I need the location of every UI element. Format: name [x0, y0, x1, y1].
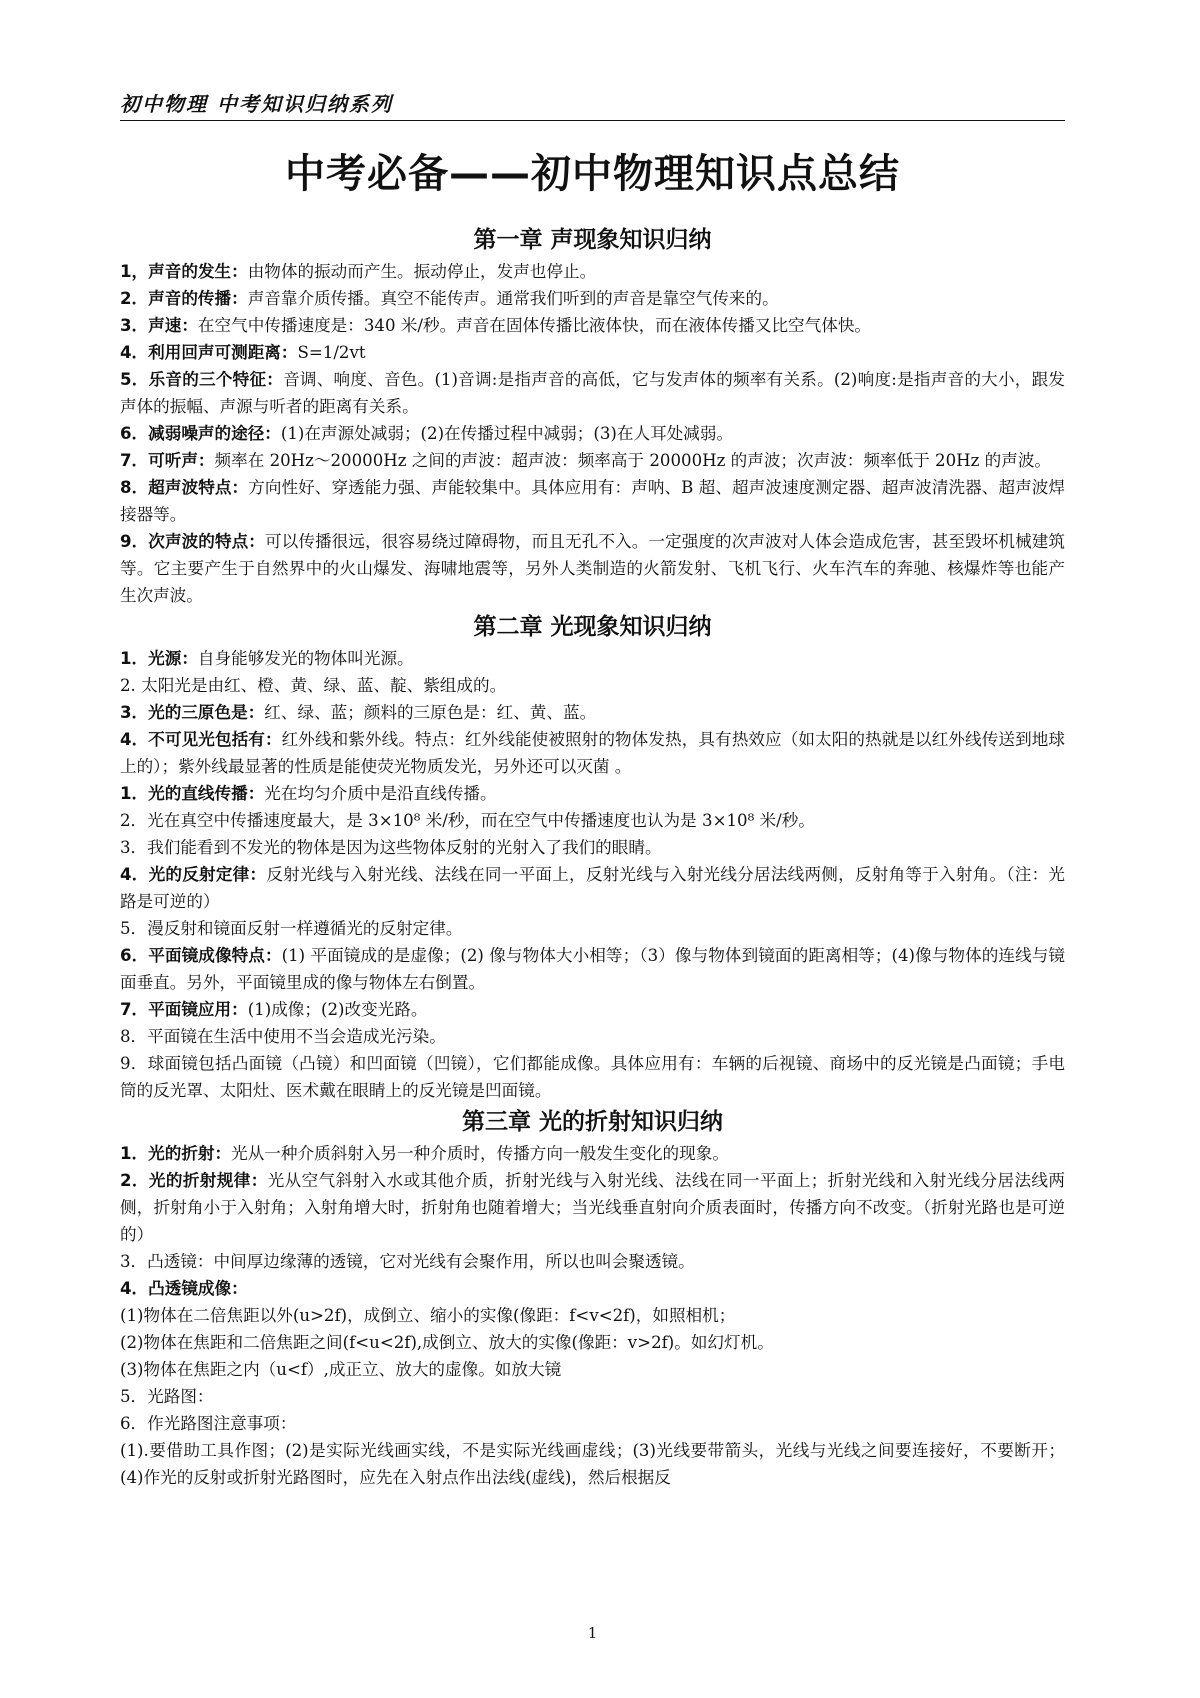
- knowledge-item: [120, 861, 1065, 915]
- item-label: 4．光的反射定律：: [120, 865, 267, 884]
- knowledge-item: [120, 1140, 1065, 1167]
- item-text: 反射光线与入射光线、法线在同一平面上，反射光线与入射光线分居法线两侧，反射角等于入射角。（注：光路是可逆的）: [120, 865, 1066, 911]
- item-text: (1) 平面镜成的是虚像；(2) 像与物体大小相等；（3）像与物体到镜面的距离相等；(4)像与物体的连线与镜面垂直。另外，平面镜里成的像与物体左右倒置。: [120, 946, 1066, 992]
- item-text: 球面镜包括凸面镜（凸镜）和凹面镜（凹镜），它们都能成像。具体应用有：车辆的后视镜、商场中的反光镜是凸面镜；手电筒的反光罩、太阳灶、医术戴在眼睛上的反光镜是凹面镜。: [120, 1054, 1065, 1100]
- item-text: 频率在 20Hz～20000Hz 之间的声波：超声波：频率高于 20000Hz 的声波；次声波：频率低于 20Hz 的声波。: [214, 451, 1052, 470]
- item-text: (1).要借助工具作图；(2)是实际光线画实线，不是实际光线画虚线；(3)光线要带箭头，光线与光线之间要连接好，不要断开；(4)作光的反射或折射光路图时，应先在入射点作出法线(虚线)，然后根据反: [120, 1441, 1065, 1487]
- item-label: 9．次声波的特点：: [120, 532, 265, 551]
- knowledge-item: [120, 996, 1065, 1023]
- chapter-title: 第三章 光的折射知识归纳: [461, 1109, 723, 1135]
- chapter-title: 第一章 声现象知识归纳: [473, 227, 712, 253]
- item-label: 3．: [120, 1252, 148, 1271]
- item-text: 红外线和紫外线。特点：红外线能使被照射的物体发热，具有热效应（如太阳的热就是以红外线传送到地球上的）；紫外线最显著的性质是能使荧光物质发光，另外还可以灭菌 。: [120, 730, 1065, 776]
- item-text: 自身能够发光的物体叫光源。: [197, 649, 414, 668]
- item-label: 3．光的三原色是：: [120, 703, 265, 722]
- item-label: 8．超声波特点：: [120, 478, 249, 497]
- knowledge-item: [120, 1248, 1065, 1275]
- item-label: 9．: [120, 1054, 148, 1073]
- item-text: (1)成像；(2)改变光路。: [247, 1000, 428, 1019]
- item-text: 光在均匀介质中是沿直线传播。: [264, 784, 497, 803]
- item-label: 5．乐音的三个特征：: [120, 370, 284, 389]
- knowledge-item: [120, 807, 1065, 834]
- item-label: 2．: [120, 811, 148, 830]
- item-label: 3．声速：: [120, 316, 198, 335]
- item-label: 4．凸透镜成像：: [120, 1279, 248, 1298]
- knowledge-item: [120, 339, 1065, 366]
- item-text: 作光路图注意事项：: [147, 1414, 297, 1433]
- knowledge-item: [120, 1410, 1065, 1437]
- item-label: 5．: [120, 919, 148, 938]
- item-label: 6．减弱噪声的途径：: [120, 424, 281, 443]
- item-text: (2)物体在焦距和二倍焦距之间(f<u<2f),成倒立、放大的实像(像距：v>2f)。如幻灯机。: [120, 1333, 774, 1352]
- item-label: 6．平面镜成像特点：: [120, 946, 282, 965]
- document-body: [120, 222, 1065, 1491]
- item-text: 在空气中传播速度是：340 米/秒。声音在固体传播比液体快，而在液体传播又比空气体快。: [197, 316, 872, 335]
- item-label: 1．光的直线传播：: [120, 784, 265, 803]
- item-text: 可以传播很远，很容易绕过障碍物，而且无孔不入。一定强度的次声波对人体会造成危害，甚至毁坏机械建筑等。它主要产生于自然界中的火山爆发、海啸地震等，另外人类制造的火箭发射、飞机飞行、火车汽车的奔驰、核爆炸等也能产生次声波。: [120, 532, 1066, 605]
- knowledge-item: [120, 474, 1065, 528]
- knowledge-item: [120, 1302, 1065, 1329]
- knowledge-item: [120, 528, 1065, 609]
- knowledge-item: [120, 942, 1065, 996]
- item-label: 4．不可见光包括有：: [120, 730, 282, 749]
- item-text: (1)物体在二倍焦距以外(u>2f)，成倒立、缩小的实像(像距：f<v<2f)，如照相机；: [120, 1306, 736, 1325]
- knowledge-item: [120, 312, 1065, 339]
- item-text: 由物体的振动而产生。振动停止，发声也停止。: [247, 262, 597, 281]
- item-label: 4．利用回声可测距离：: [120, 343, 298, 362]
- item-label: 5．: [120, 1387, 148, 1406]
- item-text: 太阳光是由红、橙、黄、绿、蓝、靛、紫组成的。: [135, 676, 507, 695]
- item-text: 凸透镜：中间厚边缘薄的透镜，它对光线有会聚作用，所以也叫会聚透镜。: [147, 1252, 695, 1271]
- knowledge-item: [120, 1329, 1065, 1356]
- knowledge-item: [120, 420, 1065, 447]
- item-label: 2．光的折射规律：: [120, 1171, 268, 1190]
- item-label: 8．: [120, 1027, 148, 1046]
- knowledge-item: [120, 1383, 1065, 1410]
- knowledge-item: [120, 915, 1065, 942]
- item-label: 7．可听声：: [120, 451, 215, 470]
- item-text: 方向性好、穿透能力强、声能较集中。具体应用有：声呐、B 超、超声波速度测定器、超声波清洗器、超声波焊接器等。: [120, 478, 1066, 524]
- knowledge-item: [120, 447, 1065, 474]
- item-text: 红、绿、蓝；颜料的三原色是：红、黄、蓝。: [264, 703, 597, 722]
- knowledge-item: [120, 258, 1065, 285]
- item-label: 1．光的折射：: [120, 1144, 232, 1163]
- item-text: S=1/2vt: [297, 343, 366, 362]
- item-label: 2.: [120, 676, 136, 695]
- item-text: 漫反射和镜面反射一样遵循光的反射定律。: [147, 919, 463, 938]
- knowledge-item: [120, 1275, 1065, 1302]
- item-text: 平面镜在生活中使用不当会造成光污染。: [147, 1027, 446, 1046]
- knowledge-item: [120, 1023, 1065, 1050]
- item-label: 2．声音的传播：: [120, 289, 248, 308]
- running-header: 初中物理 中考知识归纳系列: [120, 92, 393, 116]
- item-label: 1．光源：: [120, 649, 198, 668]
- item-text: 声音靠介质传播。真空不能传声。通常我们听到的声音是靠空气传来的。: [247, 289, 779, 308]
- item-label: 1，声音的发生：: [120, 262, 248, 281]
- knowledge-item: [120, 834, 1065, 861]
- knowledge-item: [120, 645, 1065, 672]
- item-label: 6．: [120, 1414, 148, 1433]
- knowledge-item: [120, 285, 1065, 312]
- knowledge-item: [120, 672, 1065, 699]
- knowledge-item: [120, 780, 1065, 807]
- chapter-title: 第二章 光现象知识归纳: [473, 614, 712, 640]
- item-text: (1)在声源处减弱；(2)在传播过程中减弱；(3)在人耳处减弱。: [280, 424, 734, 443]
- item-label: 3．: [120, 838, 148, 857]
- document-title: 中考必备——初中物理知识点总结: [285, 151, 900, 197]
- page-number: 1: [587, 1624, 598, 1642]
- knowledge-item: [120, 1167, 1065, 1248]
- item-label: 7．平面镜应用：: [120, 1000, 248, 1019]
- item-text: (3)物体在焦距之内（u<f）,成正立、放大的虚像。如放大镜: [120, 1360, 562, 1379]
- knowledge-item: [120, 1437, 1065, 1491]
- header-divider: [120, 120, 1065, 121]
- knowledge-item: [120, 699, 1065, 726]
- item-text: 我们能看到不发光的物体是因为这些物体反射的光射入了我们的眼睛。: [147, 838, 662, 857]
- item-text: 光从空气斜射入水或其他介质，折射光线与入射光线、法线在同一平面上；折射光线和入射光线分居法线两侧，折射角小于入射角；入射角增大时，折射角也随着增大；当光线垂直射向介质表面时，传播方向不改变。（折射光路也是可逆的）: [120, 1171, 1066, 1244]
- item-text: 音调、响度、音色。(1)音调:是指声音的高低，它与发声体的频率有关系。(2)响度:是指声音的大小，跟发声体的振幅、声源与听者的距离有关系。: [120, 370, 1065, 416]
- item-text: 光路图：: [147, 1387, 214, 1406]
- knowledge-item: [120, 366, 1065, 420]
- item-text: 光在真空中传播速度最大，是 3×10⁸ 米/秒，而在空气中传播速度也认为是 3×10⁸ 米/秒。: [147, 811, 815, 830]
- knowledge-item: [120, 726, 1065, 780]
- knowledge-item: [120, 1050, 1065, 1104]
- knowledge-item: [120, 1356, 1065, 1383]
- item-text: 光从一种介质斜射入另一种介质时，传播方向一般发生变化的现象。: [231, 1144, 729, 1163]
